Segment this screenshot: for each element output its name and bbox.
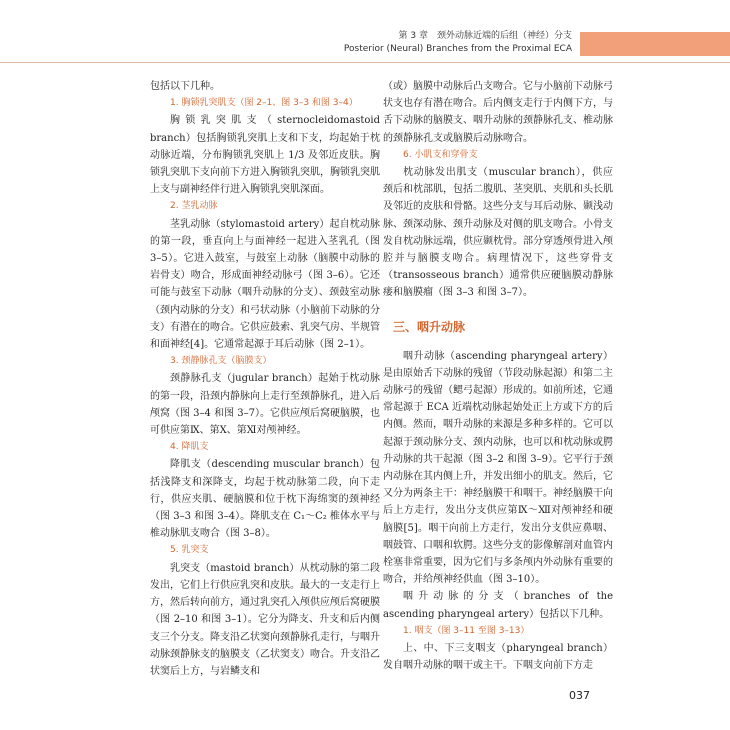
subheading: 2. 茎乳动脉 xyxy=(170,201,218,212)
body-paragraph: 枕动脉发出肌支（muscular branch），供应颈后和枕部肌，包括二腹肌、茎突肌、夹肌和头长肌及邻近的皮肤和骨骼。这些分支与耳后动脉、颞浅动脉、颈深动脉、颈升动脉及对侧的肌支吻合。小骨支发自枕动脉远端，供应颞枕骨。部分穿透颅骨进入颅腔并与脑膜支吻合。病理情况下，这些穿骨支（transosseous branch）通常供应硬脑膜动静脉瘘和脑膜瘤（图 3–3 和图 3–7）。 xyxy=(383,167,613,299)
body-paragraph: 颈静脉孔支（jugular branch）起始于枕动脉的第一段，沿颈内静脉向上走行至颈静脉孔，进入后颅窝（图 3–4 和图 3–7）。它供应颅后窝硬脑膜，也可供应第Ⅸ、第Ⅹ、第Ⅺ对颅神经。 xyxy=(150,373,380,437)
page-header xyxy=(0,30,730,66)
subheading: 5. 乳突支 xyxy=(170,545,209,556)
subheading: 3. 颈静脉孔支（脑膜支） xyxy=(170,356,272,367)
header-accent-bar xyxy=(580,32,730,56)
body-paragraph: 包括以下几种。 xyxy=(150,81,220,92)
body-paragraph: 咽升动脉的分支（branches of the ascending pharyngeal artery）包括以下几种。 xyxy=(383,591,613,620)
section-heading: 三、咽升动脉 xyxy=(393,319,466,334)
left-column xyxy=(150,78,380,680)
body-paragraph: （或）脑膜中动脉后凸支吻合。它与小脑前下动脉弓状支也存有潜在吻合。后内侧支走行于内侧下方，与舌下动脉的脑膜支、咽升动脉的颈静脉孔支、椎动脉的颈静脉孔支或脑膜后动脉吻合。 xyxy=(383,81,613,144)
body-paragraph: 茎乳动脉（stylomastoid artery）起自枕动脉的第一段，垂直向上与面神经一起进入茎乳孔（图 3–5）。它进入鼓室，与鼓室上动脉（脑膜中动脉的岩骨支）吻合，形成面神经动脉弓（图 3–6）。它还可能与鼓室下动脉（咽升动脉的分支）、颈鼓室动脉（颈内动脉的分支）和弓状动脉（小脑前下动脉的分支）有潜在的吻合。它供应鼓索、乳突气房、半规管和面神经[4]。它通常起源于耳后动脉（图 2–1）。 xyxy=(150,218,380,351)
body-paragraph: 咽升动脉（ascending pharyngeal artery）是由原始舌下动脉的残留（节段动脉起源）和第二主动脉弓的残留（鳃弓起源）形成的。如前所述，它通常起源于 ECA 近端枕动脉起始处正上方或下方的后内侧。然而，咽升动脉的来源是多种多样的。它可以起源于颈动脉分支、颈内动脉，也可以和枕动脉或腭升动脉的共干起源（图 3–2 和图 3–9）。它平行于颈内动脉在其内侧上升，并发出细小的肌支。然后，它又分为两条主干：神经脑膜干和咽干。神经脑膜干向后上方走行，发出分支供应第Ⅸ～Ⅻ对颅神经和硬脑膜[5]。咽干向前上方走行，发出分支供应鼻咽、咽鼓管、口咽和软腭。这些分支的影像解剖对血管内栓塞非常重要，因为它们与多条颅内外动脉有重要的吻合，并给颅神经供血（图 3–10）。 xyxy=(383,350,613,586)
body-paragraph: 上、中、下三支咽支（pharyngeal branch）发自咽升动脉的咽干或主干。下咽支向前下方走 xyxy=(383,643,613,672)
running-head xyxy=(344,30,572,56)
chapter-title-en: Posterior (Neural) Branches from the Proximal ECA xyxy=(343,44,572,54)
subheading: 1. 咽支（图 3–11 至图 3–13） xyxy=(403,625,530,636)
page-number: 037 xyxy=(569,689,590,702)
body-paragraph: 胸锁乳突肌支（sternocleidomastoid branch）包括胸锁乳突肌上支和下支，均起始于枕动脉近端，分布胸锁乳突肌上 1/3 及邻近皮肤。胸锁乳突肌下支向前下方进入胸锁乳突肌，胸锁乳突肌上支与副神经伴行进入胸锁乳突肌深面。 xyxy=(150,115,380,196)
chapter-title-cn: 第 3 章 颈外动脉近端的后组（神经）分支 xyxy=(398,31,572,41)
body-paragraph: 降肌支（descending muscular branch）包括浅降支和深降支，均起于枕动脉第二段，向下走行，供应夹肌、硬脑膜和位于枕下海绵窦的颈神经（图 3–3 和图 3–4）。降肌支在 C₁～C₂ 椎体水平与椎动脉肌支吻合（图 3–8）。 xyxy=(150,459,380,540)
body-paragraph: 乳突支（mastoid branch）从枕动脉的第二段发出，它们上行供应乳突和皮肤。最大的一支走行上方，然后转向前方，通过乳突孔入颅供应颅后窝硬膜（图 2–10 和图 3–1）。它分为降支、升支和后内侧支三个分支。降支沿乙状窦向颈静脉孔走行，与咽升动脉颈静脉支的脑膜支（乙状窦支）吻合。升支沿乙状窦后上方，与岩鳞支和 xyxy=(150,562,380,677)
header-rule xyxy=(0,62,730,63)
subheading: 1. 胸锁乳突肌支（图 2–1、图 3–3 和图 3–4） xyxy=(170,98,358,109)
subheading: 6. 小肌支和穿骨支 xyxy=(403,149,478,160)
right-column xyxy=(383,78,613,675)
subheading: 4. 降肌支 xyxy=(170,442,209,453)
